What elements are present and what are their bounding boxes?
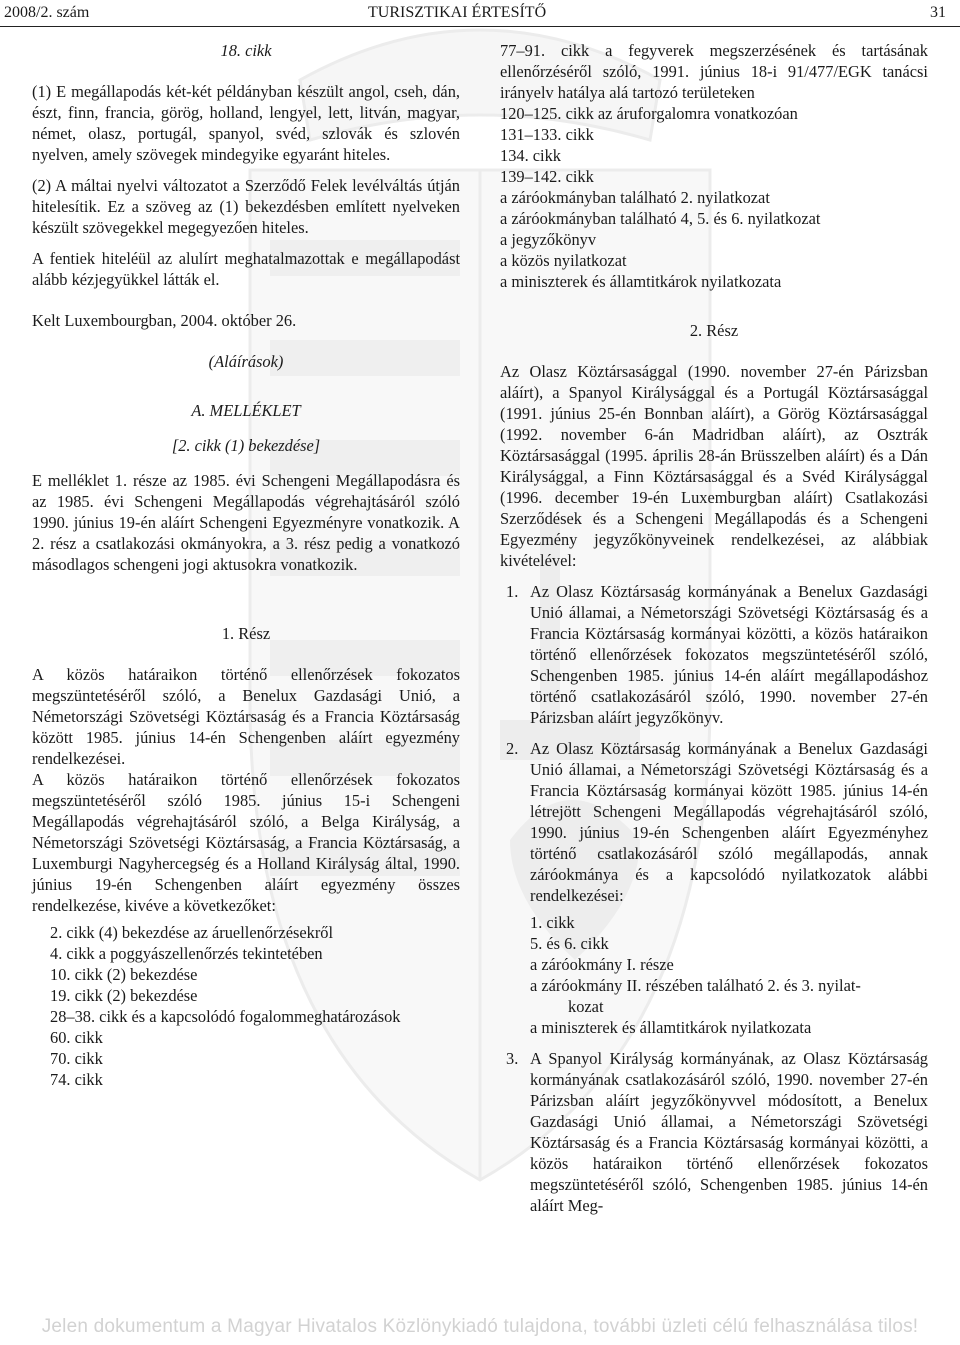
- item-text: Az Olasz Köztársaság kormányának a Benelux Gazdasági Unió államai, a Németországi Szövetségi Köztársaság és a Francia Köztársaság kormányai között 1985. június 14-én létrejött Schengeni Megállapodás végrehajtásáról szóló, 1990. június 19-én Schengenben aláírt Egyezményhez történő csatlakozásáról szóló megállapodás, annak záróokmánya és a kapcsolódó nyilatkozatok alábbi rendelkezései:: [530, 739, 928, 905]
- part-1-paragraph-1: A közös határaikon történő ellenőrzések fokozatos megszüntetéséről szóló, a Benelux Gazdasági Unió, a Németországi Szövetségi Köztársaság és a Francia Köztársaság között 1985. június 14-én Schengenben aláírt egyezmény rendelkezései.: [32, 665, 460, 768]
- list-item: 131–133. cikk: [500, 125, 594, 144]
- numbered-item-2: [500, 738, 928, 906]
- continued-item: 77–91. cikk a fegyverek megszerzésének és tartásának ellenőrzéséről szóló, 1991. június 18-i 91/477/EGK tanácsi irányelv hatálya alá tartozó területeken: [500, 41, 928, 102]
- header-rule: [0, 26, 960, 27]
- item-text: A Spanyol Királyság kormányának, az Olasz Köztársaság kormányának csatlakozásáról szóló, 1990. november 27-én Párizsban aláírt jegyzőkönyvvel módosított, a Benelux Gazdasági Unió államai, a Németországi Szövetségi Köztársaság és a Francia Köztársaság kormányai közötti, a közös határaikon történő ellenőrzések fokozatos megszüntetéséről szóló, Schengenben 1985. június 14-én aláírt Meg-: [530, 1049, 928, 1215]
- list-item: a közös nyilatkozat: [500, 251, 627, 270]
- annex-reference: [2. cikk (1) bekezdése]: [171, 436, 321, 455]
- right-column: [500, 40, 928, 1216]
- item-2-sublist: [500, 912, 928, 1038]
- list-item: 2. cikk (4) bekezdése az áruellenőrzésekről: [50, 923, 334, 942]
- paragraph-2: (2) A máltai nyelvi változatot a Szerződő Felek levélváltás útján hitelesítik. Ez a szöveg az (1) bekezdésben említett nyelveken készült szövegekkel megegyezően hiteles.: [32, 176, 460, 237]
- sub-list-item: a záróokmány I. része: [530, 955, 674, 974]
- annex-text: E melléklet 1. része az 1985. évi Schengeni Megállapodásra és az 1985. évi Schengeni Megállapodás végrehajtásáról szóló 1990. június 19-én aláírt Schengeni Egyezményre vonatkozik. A 2. rész a csatlakozási okmányokra, a 3. rész pedig a vonatkozó másodlagos schengeni jogi aktusokra vonatkozik.: [32, 471, 460, 574]
- page-header: [0, 4, 960, 26]
- list-item: 70. cikk: [50, 1049, 103, 1068]
- sub-list-item: 1. cikk: [530, 913, 575, 932]
- journal-title: TURISZTIKAI ÉRTESÍTŐ: [368, 4, 547, 21]
- sub-list-item: a miniszterek és államtitkárok nyilatkozata: [530, 1018, 812, 1037]
- list-item: a záróokmányban található 4, 5. és 6. nyilatkozat: [500, 209, 821, 228]
- sub-list-item-continued: kozat: [568, 997, 604, 1016]
- list-item: a jegyzőkönyv: [500, 230, 597, 249]
- list-item: 139–142. cikk: [500, 167, 594, 186]
- list-item: 10. cikk (2) bekezdése: [50, 965, 198, 984]
- part-1-paragraph-2: A közös határaikon történő ellenőrzések fokozatos megszüntetéséről szóló 1985. június 15-i Schengeni Megállapodás végrehajtásáról szóló, a Belga Királyság, a Németországi Szövetségi Köztársaság, a Francia Köztársaság, a Luxemburgi Nagyhercegség és a Holland Királyság által, 1990. június 19-én Schengenben aláírt egyezmény összes rendelkezése, kivéve a következőket:: [32, 770, 460, 915]
- sub-list-item: a záróokmány II. részében található 2. és 3. nyilat-: [530, 976, 861, 995]
- list-item: 4. cikk a poggyászellenőrzés tekintetében: [50, 944, 323, 963]
- list-item: 134. cikk: [500, 146, 562, 165]
- article-title: 18. cikk: [220, 41, 272, 60]
- paragraph-3: A fentiek hiteléül az alulírt meghatalmazottak e megállapodást alább kézjegyükkel látták el.: [32, 249, 460, 289]
- footer-notice: Jelen dokumentum a Magyar Hivatalos Közlönykiadó tulajdona, további üzleti célú felhasználása tilos!: [41, 1316, 919, 1337]
- part-1-title: 1. Rész: [221, 624, 271, 643]
- list-item: a miniszterek és államtitkárok nyilatkozata: [500, 272, 782, 291]
- item-number: 3.: [506, 1049, 519, 1068]
- continued-list: [500, 103, 928, 292]
- sub-list-item: 5. és 6. cikk: [530, 934, 609, 953]
- issue-number: 2008/2. szám: [4, 4, 90, 21]
- numbered-item-3: [500, 1048, 928, 1216]
- list-item: 74. cikk: [50, 1070, 103, 1089]
- signatures: (Aláírások): [208, 352, 284, 371]
- annex-title: A. MELLÉKLET: [191, 401, 301, 420]
- numbered-item-1: [500, 581, 928, 728]
- list-item: a záróokmányban található 2. nyilatkozat: [500, 188, 770, 207]
- list-item: 120–125. cikk az áruforgalomra vonatkozóan: [500, 104, 798, 123]
- part-2-intro: Az Olasz Köztársasággal (1990. november 27-én Párizsban aláírt), a Spanyol Királysággal és a Portugál Köztársasággal (1991. június 25-én Bonnban aláírt), a Görög Köztársasággal (1992. november 6-án Madridban aláírt), az Osztrák Köztársasággal (1995. április 28-án Brüsszelben aláírt) és a Dán Királysággal, a Finn Köztársasággal és a Svéd Királysággal (1996. december 19-én Luxemburgban aláírt) Csatlakozási Szerződések és a Schengeni Megállapodás és a Schengeni Egyezmény jegyzőkönyveinek rendelkezései, az alábbiak kivételével:: [500, 362, 928, 570]
- item-number: 2.: [506, 739, 519, 758]
- item-number: 1.: [506, 582, 519, 601]
- page-number: 31: [930, 4, 946, 21]
- left-column: [32, 40, 460, 1090]
- list-item: 28–38. cikk és a kapcsolódó fogalommeghatározások: [50, 1007, 401, 1026]
- paragraph-1: (1) E megállapodás két-két példányban készült angol, cseh, dán, észt, finn, francia, görög, holland, lengyel, lett, litván, magyar, német, olasz, portugál, spanyol, svéd, szlovák és szlovén nyelven, amely szövegek mindegyike egyaránt hiteles.: [32, 82, 460, 164]
- list-item: 19. cikk (2) bekezdése: [50, 986, 198, 1005]
- place-date: Kelt Luxembourgban, 2004. október 26.: [32, 311, 297, 330]
- item-text: Az Olasz Köztársaság kormányának a Benelux Gazdasági Unió államai, a Németországi Szövetségi Köztársaság és a Francia Köztársaság kormányai közötti, a közös határaikon történő ellenőrzések fokozatos megszüntetéséről szóló, Schengenben 1985. június 14-én aláírt megállapodáshoz történő csatlakozásáról szóló, 1990. november 27-én Párizsban aláírt jegyzőkönyv.: [530, 582, 928, 727]
- part-2-title: 2. Rész: [689, 321, 739, 340]
- exceptions-list: [32, 922, 460, 1090]
- list-item: 60. cikk: [50, 1028, 103, 1047]
